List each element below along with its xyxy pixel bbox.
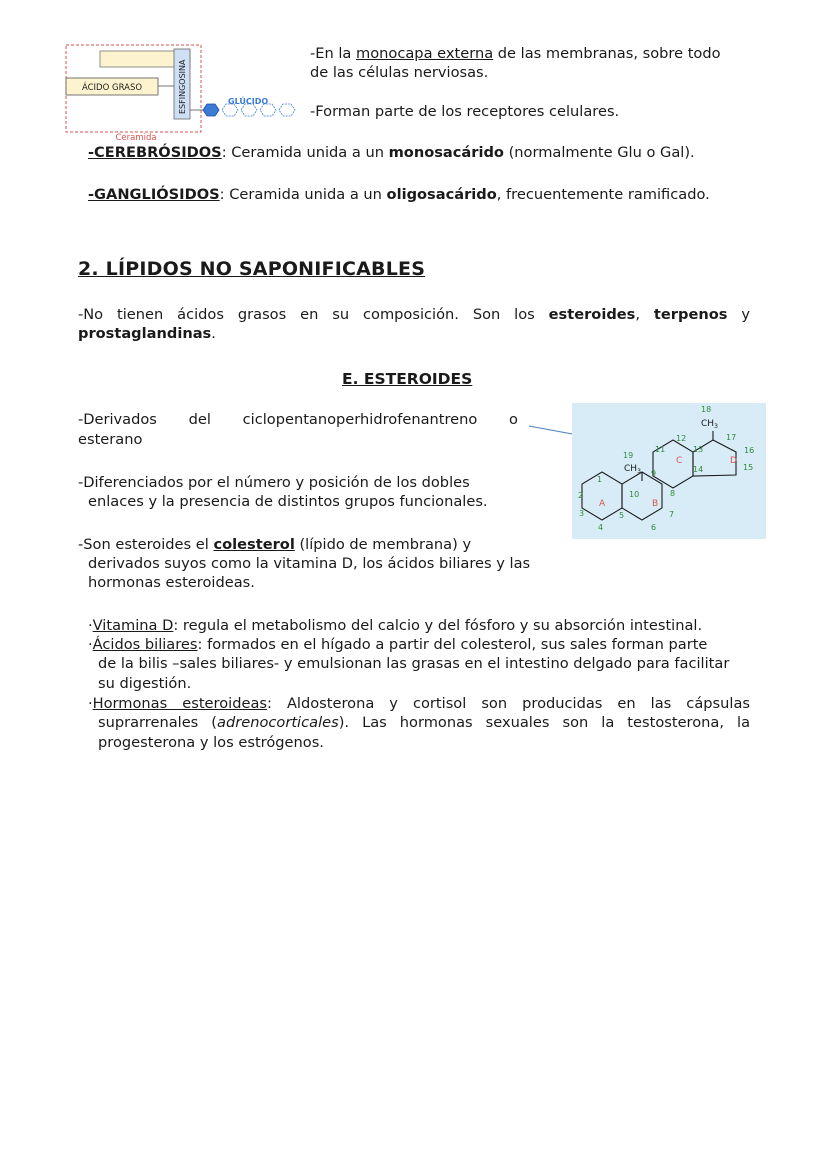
acido-graso-label: ÁCIDO GRASO bbox=[81, 83, 143, 93]
bullet-hormonas-l3: progesterona y los estrógenos. bbox=[98, 734, 324, 751]
esteroides-d2-line-2: enlaces y la presencia de distintos grupos funcionales. bbox=[88, 493, 488, 510]
esteroides-title: E. ESTEROIDES bbox=[342, 370, 473, 388]
svg-text:18: 18 bbox=[701, 405, 712, 414]
svg-text:CH3: $CH_3$ bbox=[624, 464, 641, 475]
esterano-diagram bbox=[572, 403, 766, 539]
svg-text:3: 3 bbox=[579, 509, 585, 518]
section-2-line-1: -No tienen ácidos grasos en su composición. Son los esteroides, terpenos y bbox=[78, 306, 750, 323]
svg-text:4: 4 bbox=[598, 523, 604, 532]
svg-text:11: 11 bbox=[655, 445, 666, 454]
svg-text:2: 2 bbox=[578, 491, 584, 500]
intro-line-2: de las células nerviosas. bbox=[310, 64, 489, 81]
gangliosidos-line: -GANGLIÓSIDOS: Ceramida unida a un oligosacárido, frecuentemente ramificado. bbox=[88, 186, 710, 203]
intro-line-1: -En la monocapa externa de las membranas, sobre todo bbox=[310, 45, 721, 62]
svg-text:9: 9 bbox=[651, 469, 657, 478]
section-2-line-2: prostaglandinas. bbox=[78, 325, 216, 342]
svg-text:D: D bbox=[730, 456, 737, 466]
esfingosina-label: ESFINGOSINA bbox=[178, 59, 187, 114]
svg-text:17: 17 bbox=[726, 433, 737, 442]
svg-text:B: B bbox=[652, 499, 659, 509]
esteroides-d2-line-1: -Diferenciados por el número y posición de los dobles bbox=[78, 474, 470, 491]
svg-text:C: C bbox=[676, 456, 683, 466]
svg-text:6: 6 bbox=[651, 523, 657, 532]
bullet-vitamina-d: ·Vitamina D: regula el metabolismo del calcio y del fósforo y su absorción intestinal. bbox=[88, 617, 703, 634]
esteroides-d3-line-1: -Son esteroides el colesterol (lípido de membrana) y bbox=[78, 536, 472, 553]
bullet-acidos-biliares-l3: su digestión. bbox=[98, 675, 192, 692]
bullet-acidos-biliares-l2: de la bilis –sales biliares- y emulsionan las grasas en el intestino delgado para facilitar bbox=[98, 655, 730, 672]
svg-text:12: 12 bbox=[676, 434, 687, 443]
intro-line-3: -Forman parte de los receptores celulares. bbox=[310, 103, 620, 120]
cerebrosidos-line: -CEREBRÓSIDOS: Ceramida unida a un monosacárido (normalmente Glu o Gal). bbox=[88, 144, 695, 161]
esteroides-d3-line-3: hormonas esteroideas. bbox=[88, 574, 255, 591]
bullet-hormonas-l2: suprarrenales (adrenocorticales). Las hormonas sexuales son la testosterona, la bbox=[98, 714, 751, 731]
ceramida-diagram bbox=[60, 40, 305, 145]
svg-text:8: 8 bbox=[670, 489, 676, 498]
svg-text:CH3: $CH_3$ bbox=[701, 419, 718, 430]
esteroides-d1-line-1: -Derivados del ciclopentanoperhidrofenantreno o bbox=[78, 411, 518, 428]
ceramida-label: Ceramida bbox=[115, 133, 157, 143]
svg-text:14: 14 bbox=[693, 465, 704, 474]
esteroides-d1-line-2: esterano bbox=[78, 431, 143, 448]
svg-text:16: 16 bbox=[744, 446, 755, 455]
svg-text:15: 15 bbox=[743, 463, 754, 472]
svg-text:13: 13 bbox=[693, 445, 704, 454]
svg-text:A: A bbox=[599, 499, 606, 509]
esteroides-d3-line-2: derivados suyos como la vitamina D, los ácidos biliares y las bbox=[88, 555, 531, 572]
glucido-label: GLÚCIDO bbox=[228, 97, 269, 106]
bullet-hormonas: ·Hormonas esteroideas: Aldosterona y cortisol son producidas en las cápsulas bbox=[88, 695, 750, 712]
section-2-title: 2. LÍPIDOS NO SAPONIFICABLES bbox=[78, 258, 426, 280]
svg-text:1: 1 bbox=[597, 475, 603, 484]
svg-text:7: 7 bbox=[669, 510, 675, 519]
svg-text:5: 5 bbox=[619, 511, 625, 520]
svg-text:10: 10 bbox=[629, 490, 640, 499]
svg-text:19: 19 bbox=[623, 451, 634, 460]
bullet-acidos-biliares: ·Ácidos biliares: formados en el hígado a partir del colesterol, sus sales forman parte bbox=[88, 636, 708, 653]
